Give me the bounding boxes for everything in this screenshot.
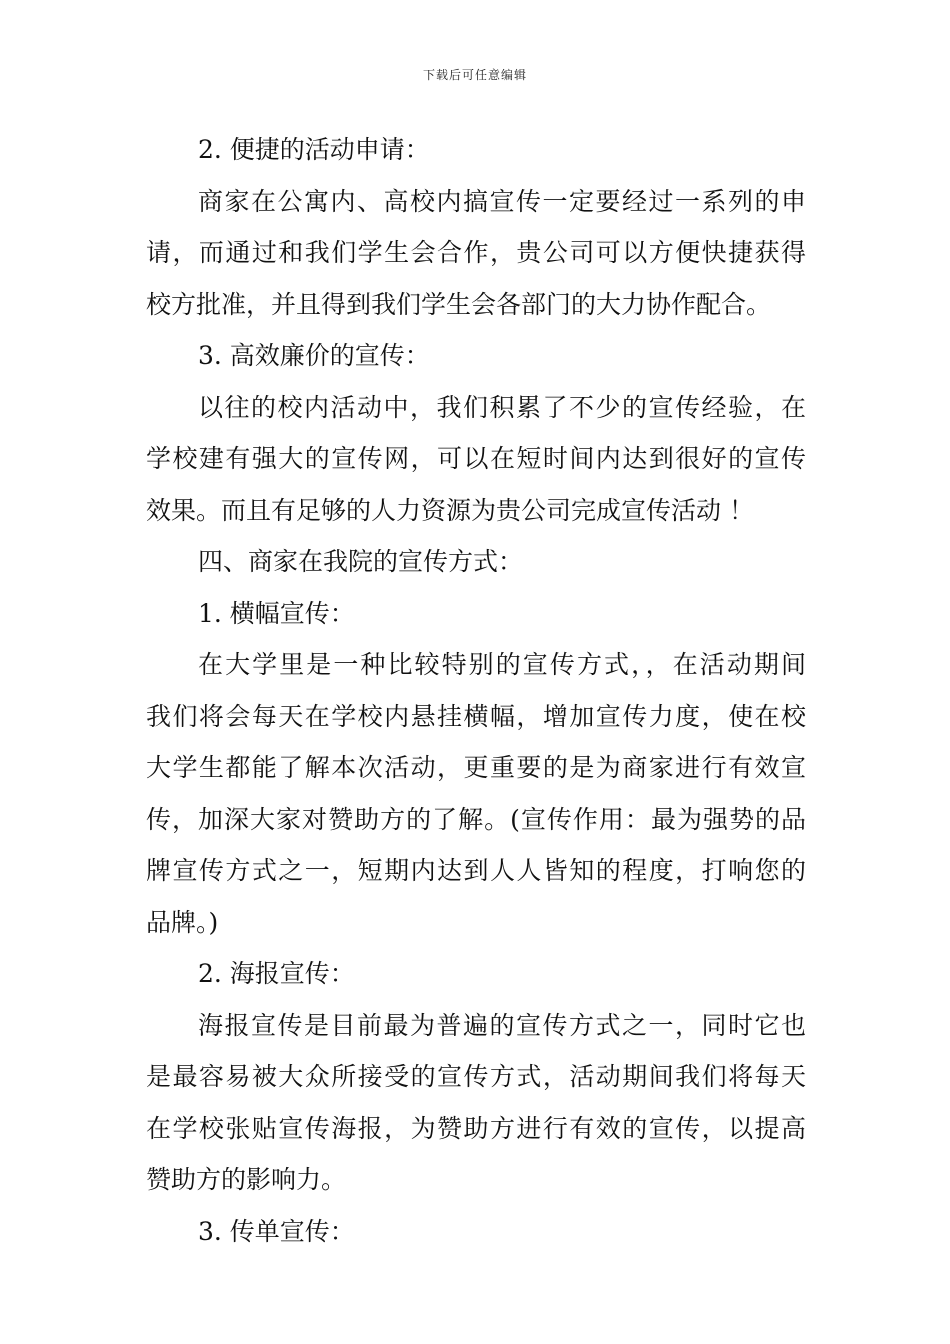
section-heading-promotion-methods: 四、商家在我院的宣传方式： [198,547,524,576]
paragraph-line: 在学校张贴宣传海报，为赞助方进行有效的宣传，以提高 [146,1113,806,1143]
paragraph-line: 海报宣传是目前最为普遍的宣传方式之一，同时它也 [198,1010,806,1040]
paragraph-line: 我们将会每天在学校内悬挂横幅，增加宣传力度，使在校 [146,701,806,731]
paragraph-line: 效果。而且有足够的人力资源为贵公司完成宣传活动 ！ [146,495,754,525]
paragraph-line: 以往的校内活动中，我们积累了不少的宣传经验，在 [198,392,806,422]
paragraph-line: 请，而通过和我们学生会合作，贵公司可以方便快捷获得 [146,238,806,267]
section-heading-banner-promotion: 1. 横幅宣传： [198,598,355,628]
paragraph-line: 在大学里是一种比较特别的宣传方式，，在活动期间 [198,650,806,679]
paragraph-line: 品牌。) [146,907,219,937]
section-heading-flyer-promotion: 3. 传单宣传： [198,1216,355,1246]
paragraph-line: 学校建有强大的宣传网，可以在短时间内达到很好的宣传 [146,444,806,473]
paragraph-line: 商家在公寓内、高校内搞宣传一定要经过一系列的申 [198,186,806,216]
paragraph-line: 传，加深大家对赞助方的了解。(宣传作用：最为强势的品 [146,804,806,834]
paragraph-line: 是最容易被大众所接受的宣传方式，活动期间我们将每天 [146,1062,806,1091]
paragraph-line: 大学生都能了解本次活动，更重要的是为商家进行有效宣 [146,753,806,782]
document-body [146,124,806,1257]
paragraph-line: 牌宣传方式之一，短期内达到人人皆知的程度，打响您的 [146,856,806,885]
section-heading-efficient-promotion: 3. 高效廉价的宣传： [198,341,430,370]
paragraph-line: 校方批准，并且得到我们学生会各部门的大力协作配合。 [146,289,772,319]
section-heading-poster-promotion: 2. 海报宣传： [198,959,355,988]
page-header-note: 下载后可任意编辑 [422,68,527,82]
section-heading-convenient-application: 2. 便捷的活动申请： [198,135,430,164]
paragraph-line: 赞助方的影响力。 [146,1165,347,1194]
